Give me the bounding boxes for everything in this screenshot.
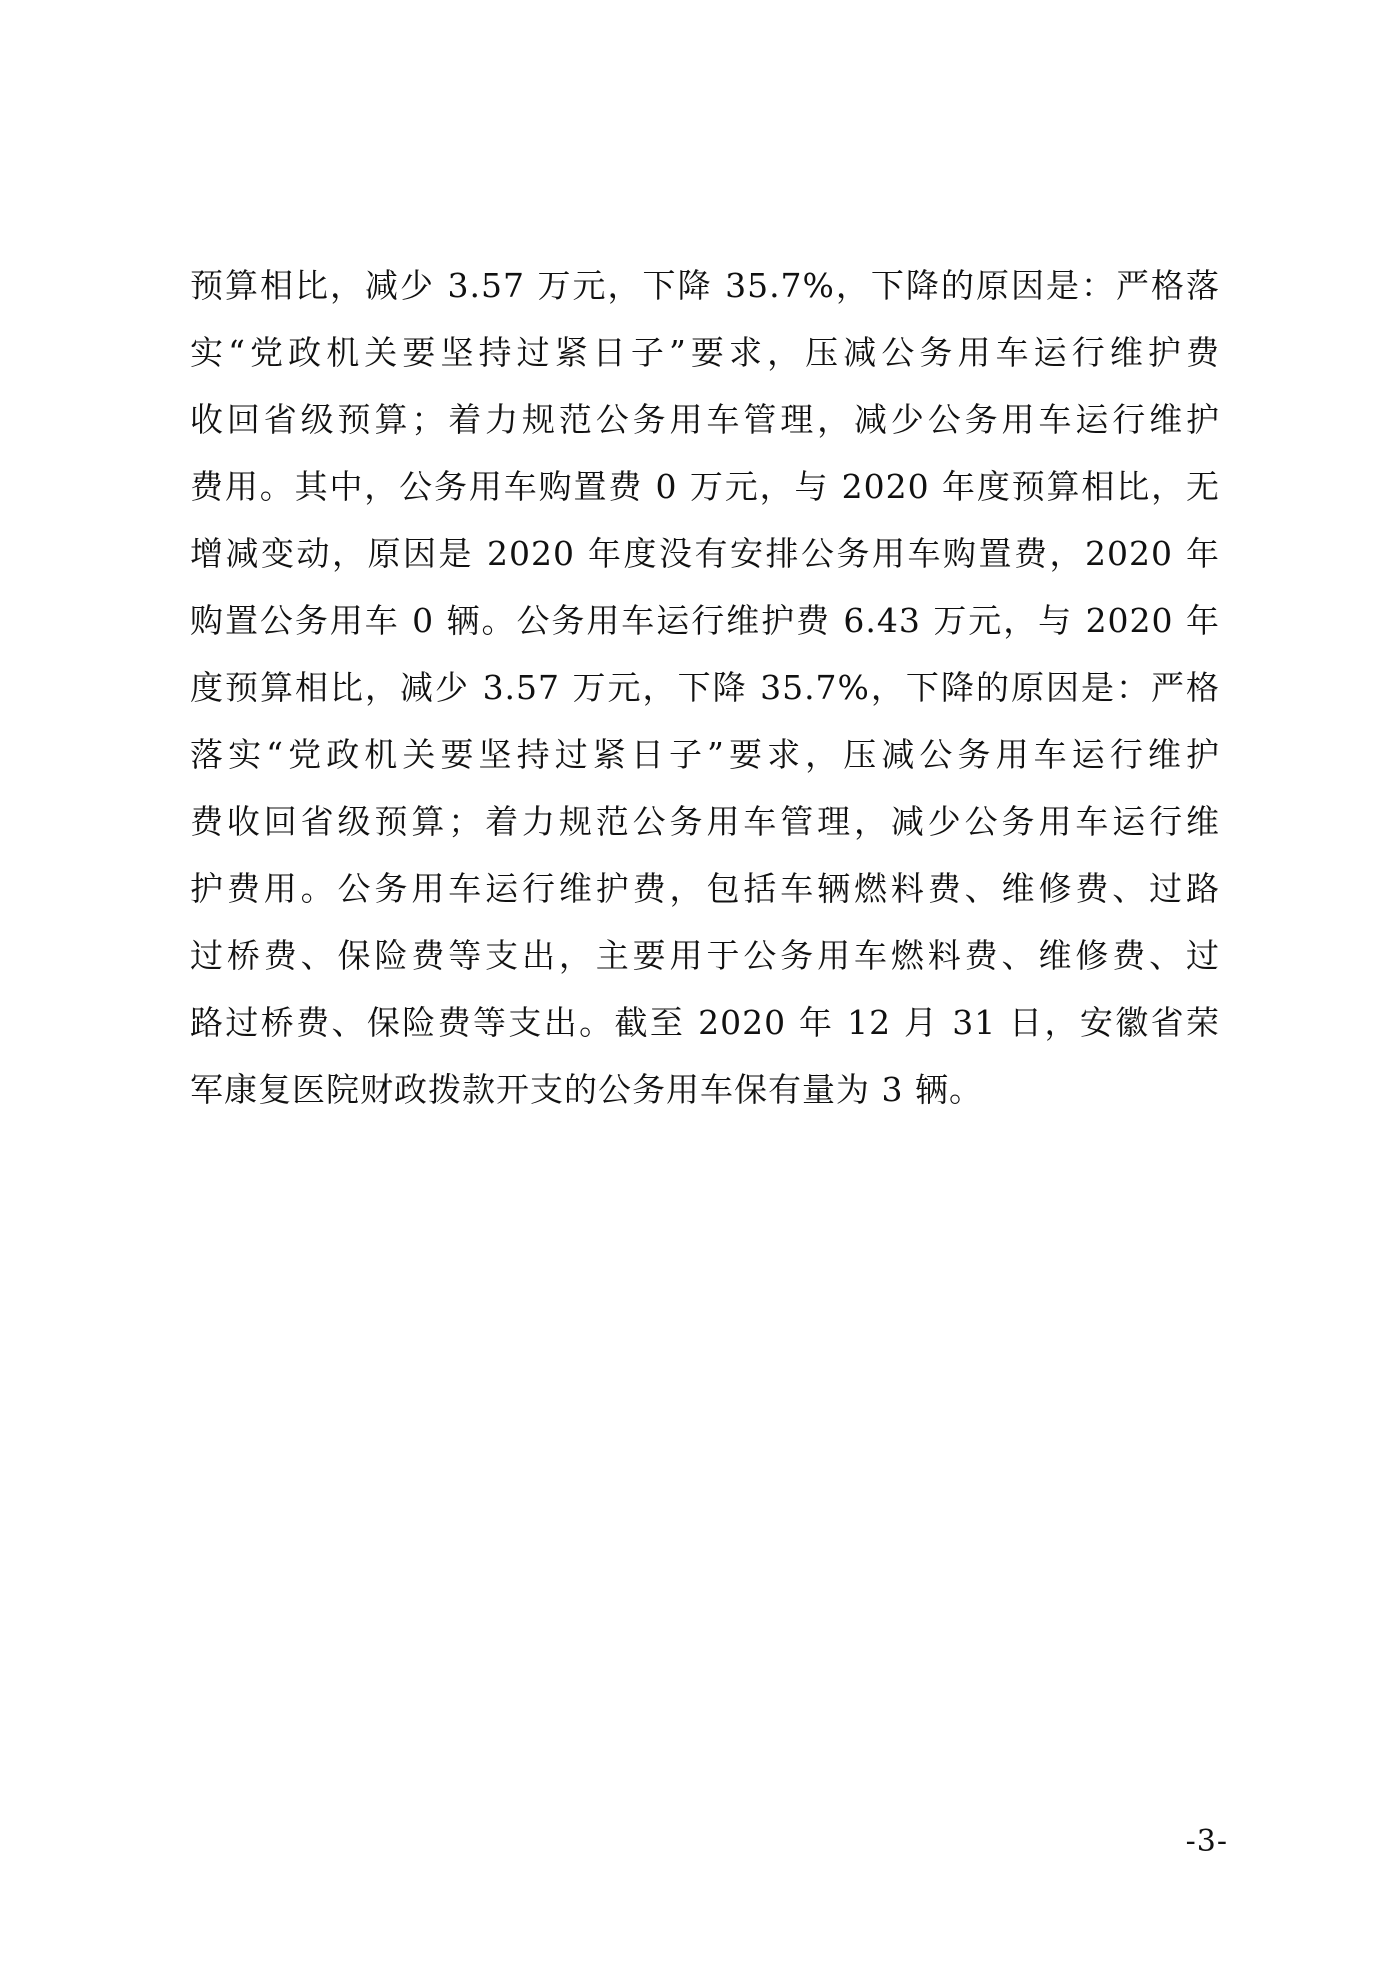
text-line: 路过桥费、保险费等支出。截至 2020 年 12 月 31 日，安徽省荣 xyxy=(190,1003,1220,1042)
text-line: 预算相比，减少 3.57 万元，下降 35.7%，下降的原因是：严格落 xyxy=(190,266,1220,305)
text-line: 军康复医院财政拨款开支的公务用车保有量为 3 辆。 xyxy=(190,1070,983,1109)
text-line: 护费用。公务用车运行维护费，包括车辆燃料费、维修费、过路 xyxy=(190,869,1220,908)
text-line: 收回省级预算；着力规范公务用车管理，减少公务用车运行维护 xyxy=(190,400,1220,439)
text-line: 购置公务用车 0 辆。公务用车运行维护费 6.43 万元，与 2020 年 xyxy=(190,601,1220,640)
text-line: 实“党政机关要坚持过紧日子”要求，压减公务用车运行维护费 xyxy=(190,333,1220,372)
text-line: 度预算相比，减少 3.57 万元，下降 35.7%，下降的原因是：严格 xyxy=(190,668,1220,707)
text-line: 过桥费、保险费等支出，主要用于公务用车燃料费、维修费、过 xyxy=(190,936,1220,975)
text-line: 费收回省级预算；着力规范公务用车管理，减少公务用车运行维 xyxy=(190,802,1220,841)
body-paragraph xyxy=(190,252,1220,1123)
text-line: 费用。其中，公务用车购置费 0 万元，与 2020 年度预算相比，无 xyxy=(190,467,1220,506)
text-line: 落实“党政机关要坚持过紧日子”要求，压减公务用车运行维护 xyxy=(190,735,1220,774)
page-number: -3- xyxy=(1185,1824,1228,1859)
text-line: 增减变动，原因是 2020 年度没有安排公务用车购置费，2020 年 xyxy=(190,534,1220,573)
